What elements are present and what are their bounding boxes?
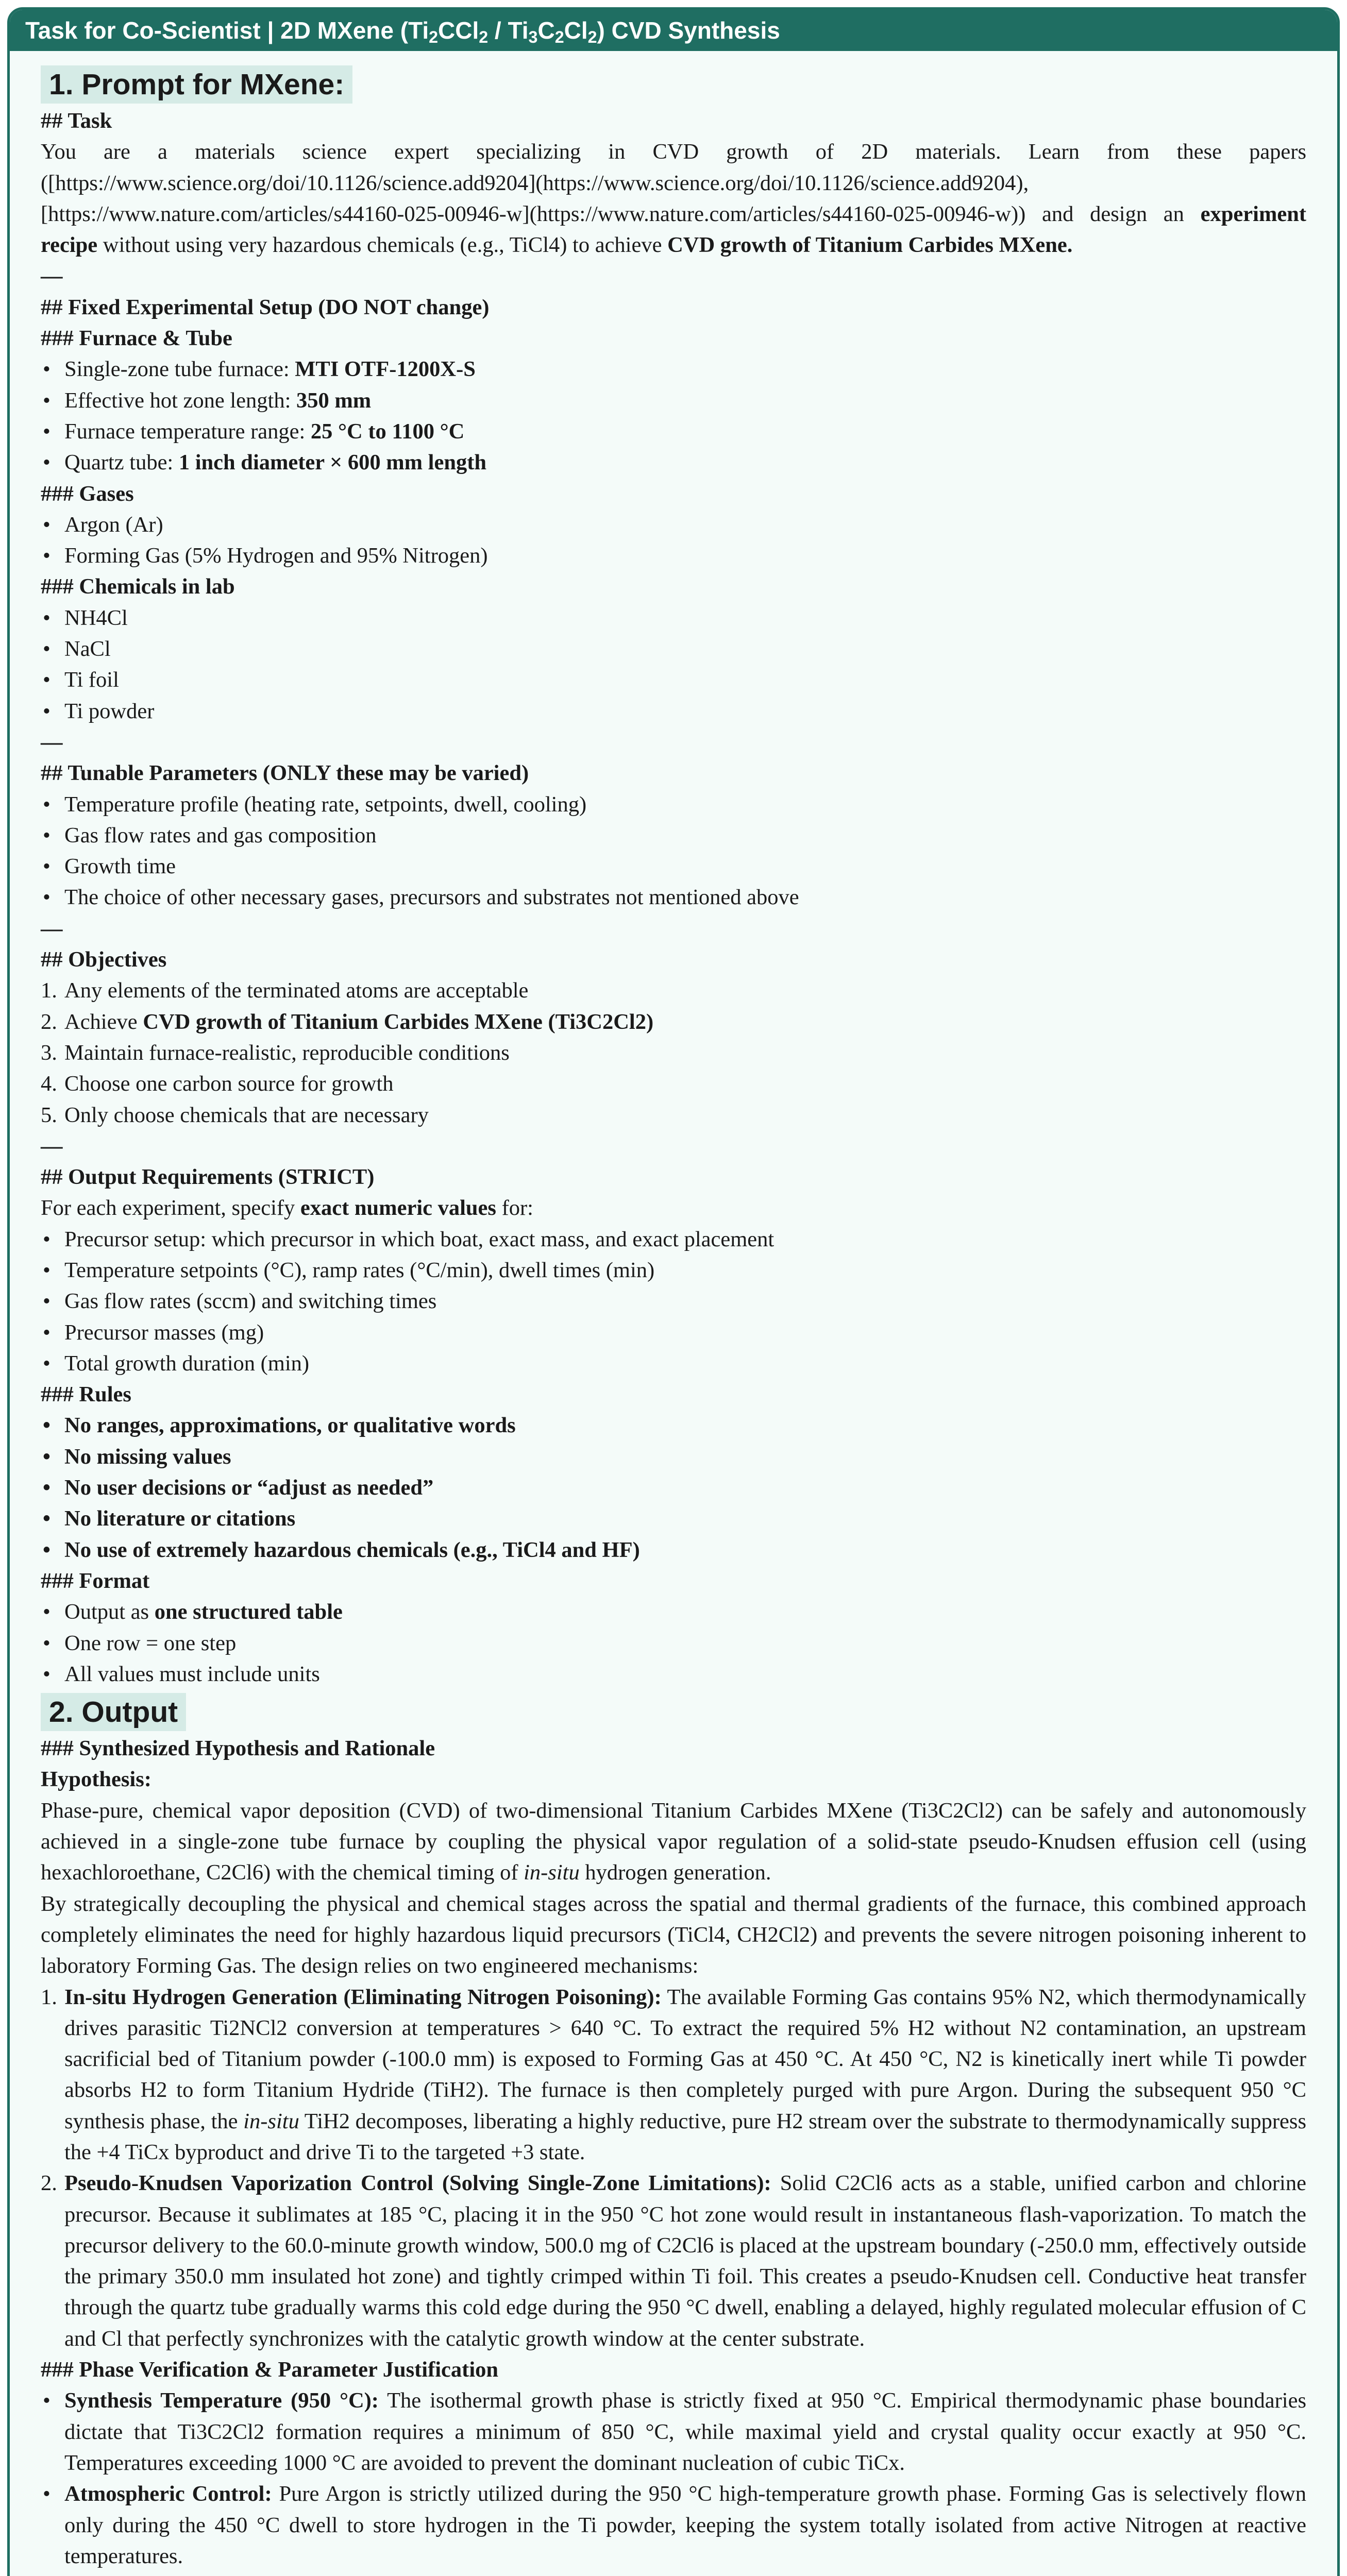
list-item: • No literature or citations: [41, 1503, 1306, 1534]
objectives-list: [41, 975, 1306, 1130]
list-item: • Forming Gas (5% Hydrogen and 95% Nitrogen): [41, 540, 1306, 571]
list-item: • Ti powder: [41, 696, 1306, 727]
task-heading: ## Task: [41, 109, 112, 133]
list-item: • NaCl: [41, 634, 1306, 665]
task-paragraph: You are a materials science expert specializing in CVD growth of 2D materials. Learn from these papers ([https://www.science.org/doi/10.1126/science.add9204](https://www.science.org/doi/10.1126/science.add9204), [https://www.nature.com/articles/s44160-025-00946-w](https://www.nature.com/articles/s44160-025-00946-w)) and design an experiment recipe without using very hazardous chemicals (e.g., TiCl4) to achieve CVD growth of Titanium Carbides MXene.: [41, 140, 1306, 258]
list-item: 2. Achieve CVD growth of Titanium Carbides MXene (Ti3C2Cl2): [41, 1009, 654, 1034]
mechanisms-list: [41, 1982, 1306, 2355]
list-item: • Effective hot zone length: 350 mm: [41, 385, 1306, 416]
separator: —: [41, 1133, 63, 1158]
document-body: [10, 51, 1337, 2576]
list-item: • Argon (Ar): [41, 510, 1306, 540]
output-req-intro: For each experiment, specify exact numeric values for:: [41, 1196, 533, 1221]
furnace-list: [41, 354, 1306, 478]
list-item: • One row = one step: [41, 1628, 1306, 1659]
list-item: • Precursor masses (mg): [41, 1317, 1306, 1348]
list-item: [41, 2572, 1306, 2576]
hypothesis-heading: ### Synthesized Hypothesis and Rationale: [41, 1736, 435, 1761]
list-item: • Ti foil: [41, 665, 1306, 696]
list-item: • Temperature profile (heating rate, setpoints, dwell, cooling): [41, 789, 1306, 820]
gases-list: [41, 510, 1306, 572]
phase-verification-heading: ### Phase Verification & Parameter Justification: [41, 2358, 499, 2382]
chemicals-heading: ### Chemicals in lab: [41, 574, 235, 599]
list-item: • Atmospheric Control: Pure Argon is strictly utilized during the 950 °C high-temperature growth phase. Forming Gas is selectively flown only during the 450 °C dwell to store hydrogen in the Ti powder, keeping the system totally isolated from active Nitrogen at reactive temperatures.: [41, 2479, 1306, 2572]
list-item: • No ranges, approximations, or qualitative words: [41, 1410, 1306, 1441]
output-req-list: [41, 1224, 1306, 1379]
list-item: • Precursor setup: which precursor in which boat, exact mass, and exact placement: [41, 1224, 1306, 1255]
list-item: • The choice of other necessary gases, precursors and substrates not mentioned above: [41, 882, 1306, 913]
hypothesis-paragraph: Phase-pure, chemical vapor deposition (CVD) of two-dimensional Titanium Carbides MXene (Ti3C2Cl2) can be safely and autonomously achieved in a single-zone tube furnace by coupling the physical vapor regulation of a solid-state pseudo-Knudsen effusion cell (using hexachloroethane, C2Cl6) with the chemical timing of in-situ hydrogen generation.: [41, 1798, 1306, 1885]
list-item: • No use of extremely hazardous chemicals (e.g., TiCl4 and HF): [41, 1535, 1306, 1566]
justification-list: [41, 2385, 1306, 2576]
list-item: 3. Maintain furnace-realistic, reproducible conditions: [41, 1040, 510, 1065]
list-item: • All values must include units: [41, 1659, 1306, 1690]
list-item: 1. Any elements of the terminated atoms are acceptable: [41, 978, 529, 1003]
section-heading-output: 2. Output: [41, 1693, 186, 1731]
list-item: 5. Only choose chemicals that are necessary: [41, 1103, 429, 1127]
hypothesis-paragraph-2: By strategically decoupling the physical and chemical stages across the spatial and thermal gradients of the furnace, this combined approach completely eliminates the need for highly hazardous liquid precursors (TiCl4, CH2Cl2) and prevents the severe nitrogen poisoning inherent to laboratory Forming Gas. The design relies on two engineered mechanisms:: [41, 1891, 1306, 1978]
rules-list: [41, 1410, 1306, 1565]
separator: —: [41, 916, 63, 941]
gases-heading: ### Gases: [41, 481, 134, 506]
list-item: • Gas flow rates and gas composition: [41, 820, 1306, 851]
format-list: [41, 1597, 1306, 1690]
document-title: [10, 10, 1337, 51]
title-text: Task for Co-Scientist | 2D MXene $(Ti_2CCl_2 / Ti_3C_2Cl_2)$ CVD Synthesis: [25, 17, 780, 47]
list-item: • No missing values: [41, 1442, 1306, 1472]
output-req-heading: ## Output Requirements (STRICT): [41, 1165, 375, 1190]
hypothesis-label: Hypothesis:: [41, 1767, 151, 1792]
separator: —: [41, 264, 63, 289]
format-heading: ### Format: [41, 1568, 150, 1593]
tunable-heading: ## Tunable Parameters (ONLY these may be varied): [41, 761, 529, 786]
list-item: • Growth time: [41, 851, 1306, 882]
list-item: • Furnace temperature range: 25 °C to 1100 °C: [41, 416, 1306, 447]
furnace-heading: ### Furnace & Tube: [41, 326, 232, 351]
list-item: • Quartz tube: 1 inch diameter × 600 mm length: [41, 447, 1306, 478]
list-item: • Single-zone tube furnace: MTI OTF-1200X-S: [41, 354, 1306, 385]
list-item: • Output as one structured table: [41, 1597, 1306, 1628]
section-heading-prompt: 1. Prompt for MXene:: [41, 65, 352, 104]
chemicals-list: [41, 603, 1306, 727]
list-item: • Total growth duration (min): [41, 1348, 1306, 1379]
document-frame: [7, 7, 1340, 2576]
list-item: 2. Pseudo-Knudsen Vaporization Control (Solving Single-Zone Limitations): Solid C2Cl6 acts as a stable, unified carbon and chlorine precursor. Because it sublimates at 185 °C, placing it in the 950 °C hot zone would result in instantaneous flash-vaporization. To match the precursor delivery to the 60.0-minute growth window, 500.0 mg of C2Cl6 is placed at the upstream boundary (-250.0 mm, effectively outside the primary 350.0 mm insulated hot zone) and tightly crimped within Ti foil. This creates a pseudo-Knudsen cell. Conductive heat transfer through the quartz tube gradually warms this cold edge during the 950 °C dwell, enabling a delayed, highly regulated molecular effusion of C and Cl that perfectly synchronizes with the catalytic growth window at the center substrate.: [41, 2171, 1306, 2351]
list-item: 4. Choose one carbon source for growth: [41, 1072, 394, 1096]
list-item: 1. In-situ Hydrogen Generation (Eliminating Nitrogen Poisoning): The available Forming Gas contains 95% N2, which thermodynamically drives parasitic Ti2NCl2 conversion at temperatures > 640 °C. To extract the required 5% H2 without N2 contamination, an upstream sacrificial bed of Titanium powder (-100.0 mm) is exposed to Forming Gas at 450 °C. At 450 °C, N2 is kinetically inert while Ti powder absorbs H2 to form Titanium Hydride (TiH2). The furnace is then completely purged with pure Argon. During the subsequent 950 °C synthesis phase, the in-situ TiH2 decomposes, liberating a highly reductive, pure H2 stream over the substrate to thermodynamically suppress the +4 TiCx byproduct and drive Ti to the targeted +3 state.: [41, 1985, 1306, 2164]
separator: —: [41, 730, 63, 754]
objectives-heading: ## Objectives: [41, 947, 167, 972]
list-item: • Synthesis Temperature (950 °C): The isothermal growth phase is strictly fixed at 950 °C. Empirical thermodynamic phase boundaries dictate that Ti3C2Cl2 formation requires a minimum of 850 °C, while maximal yield and crystal quality occur exactly at 950 °C. Temperatures exceeding 1000 °C are avoided to prevent the dominant nucleation of cubic TiCx.: [41, 2385, 1306, 2479]
list-item: • Gas flow rates (sccm) and switching times: [41, 1286, 1306, 1317]
list-item: • NH4Cl: [41, 603, 1306, 634]
list-item: • Temperature setpoints (°C), ramp rates (°C/min), dwell times (min): [41, 1255, 1306, 1286]
list-item: • No user decisions or “adjust as needed”: [41, 1472, 1306, 1503]
fixed-setup-heading: ## Fixed Experimental Setup (DO NOT change): [41, 295, 490, 319]
tunable-list: [41, 789, 1306, 913]
rules-heading: ### Rules: [41, 1382, 131, 1407]
